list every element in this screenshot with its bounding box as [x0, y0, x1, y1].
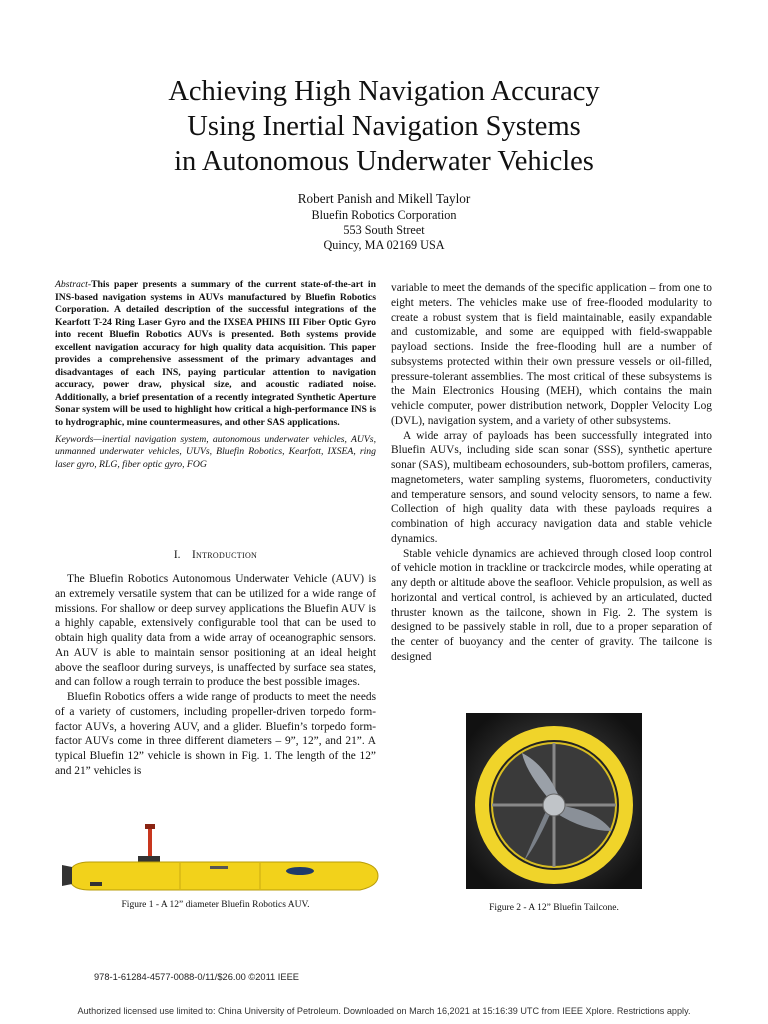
paragraph: The Bluefin Robotics Autonomous Underwater Vehicle (AUV) is an extremely versatile system that can be utilized for a wide range of missions. For shallow or deep survey applications the Bluefin AUV is a highly capable, extensively configurable tool that can be used to obtain high quality data from a wide array of oceanographic sensors. An AUV is able to maintain sensor positioning at an ideal height above the seafloor during surveys, is unaffected by surface sea states, and can follow a rough terrain to produce the best possible images.: [55, 573, 376, 689]
title-line: in Autonomous Underwater Vehicles: [174, 146, 594, 177]
mast-tip: [145, 824, 155, 829]
section-number: I.: [173, 549, 181, 561]
figure-1-caption: Figure 1 - A 12” diameter Bluefin Robotics AUV.: [121, 900, 310, 910]
sensor-port: [90, 882, 102, 886]
paragraph: Stable vehicle dynamics are achieved through closed loop control of vehicle motion in trackline or trackcircle modes, while operating at any depth or altitude above the seafloor. Vehicle propulsion, as well as horizontal and vertical control, is achieved by an articulated, ducted thruster known as the tailcone, shown in Fig. 2. The system is designed to be passively stable in roll, due to a proper separation of the center of buoyancy and the center of gravity. The tailcone is designed: [391, 547, 712, 663]
license-notice: Authorized licensed use limited to: China University of Petroleum. Downloaded on March 16,2021 at 15:16:39 UTC from IEEE Xplore. Restrictions apply.: [77, 1006, 691, 1016]
title-line: Using Inertial Navigation Systems: [187, 111, 581, 142]
authors: Robert Panish and Mikell Taylor: [297, 191, 471, 206]
keywords: Keywords—inertial navigation system, autonomous underwater vehicles, AUVs, unmanned underwater vehicles, UUVs, Bluefin Robotics, Kearfott, IXSEA, ring laser gyro, RLG, fiber optic gyro, FOG: [55, 433, 376, 470]
figure-2-caption: Figure 2 - A 12” Bluefin Tailcone.: [489, 903, 619, 913]
left-column: [55, 279, 376, 471]
title-line: Achieving High Navigation Accuracy: [168, 76, 600, 107]
paragraph: variable to meet the demands of the specific application – from one to eight meters. The vehicles make use of free-flooded modularity to create a robust system that is field maintainable, easily expandable and customizable, and some are equipped with field-swappable payload sections. Inside the free-flooding hull are a number of subsystems protected within their own pressure vessels or oil-filled, pressure-tolerant assemblies. The most critical of these subsystems is the Main Electronics Housing (MEH), which contains the main vehicle computer, power distribution network, Doppler Velocity Log (DVL), navigation system, and a variety of other subsystems.: [391, 282, 712, 427]
abstract-text: This paper presents a summary of the current state-of-the-art in INS-based navigation systems in AUVs manufactured by Bluefin Robotics Corporation. A detailed description of the successful integrations of the Kearfott T-24 Ring Laser Gyro and the IXSEA PHINS III Fiber Optic Gyro into recent Bluefin Robotics AUVs is presented. Both systems provide excellent navigation accuracy for high quality data acquisition. This paper provides a comprehensive assessment of the primary advantages and disadvantages of each INS, paying particular attention to navigation accuracy, power draw, physical size, and acoustic radiated noise. Additionally, a brief presentation of a recently integrated Synthetic Aperture Sonar system will be used to highlight how critical a high-performance INS is to hydrographic, mine countermeasures, and other SAS applications.: [55, 279, 376, 429]
paragraph: Bluefin Robotics offers a wide range of products to meet the needs of a variety of customers, including propeller-driven torpedo form-factor AUVs, a hovering AUV, and a glider. Bluefin’s torpedo form-factor AUVs come in three different diameters – 9”, 12”, and 21”. A typical Bluefin 12” vehicle is shown in Fig. 1. The length of the 12” and 21” vehicles is: [55, 691, 376, 777]
handle: [210, 866, 228, 869]
affiliation-line: Quincy, MA 02169 USA: [323, 237, 445, 252]
affiliation-line: 553 South Street: [343, 222, 425, 237]
tailcone-illustration: [466, 713, 642, 889]
tailcone-figure: [466, 713, 642, 889]
copyright-footer: 978-1-61284-4577-0088-0/11/$26.00 ©2011 IEEE: [94, 972, 299, 982]
auv-logo: [286, 867, 314, 875]
right-column: [391, 281, 712, 665]
abstract-label: Abstract-: [55, 279, 92, 290]
section-heading: [55, 549, 376, 561]
affiliation: [0, 208, 768, 252]
section-title: Introduction: [191, 549, 258, 561]
auv-nose: [62, 865, 72, 886]
paragraph: A wide array of payloads has been successfully integrated into Bluefin AUVs, including side scan sonar (SSS), synthetic aperture sonar (SAS), multibeam echosounders, sub-bottom profilers, cameras, magnetometers, water sampling systems, fluorometers, conductivity and temperature sensors, and sound velocity sensors, to name a few. Collection of high quality data with these payloads requires a combination of high accuracy navigation data and stable vehicle dynamics.: [391, 429, 712, 545]
auv-figure: [60, 820, 382, 900]
intro-text: [55, 572, 376, 779]
paper-title: [0, 74, 768, 179]
affiliation-line: Bluefin Robotics Corporation: [311, 208, 457, 222]
abstract: [55, 279, 376, 430]
propeller-hub: [543, 794, 565, 816]
